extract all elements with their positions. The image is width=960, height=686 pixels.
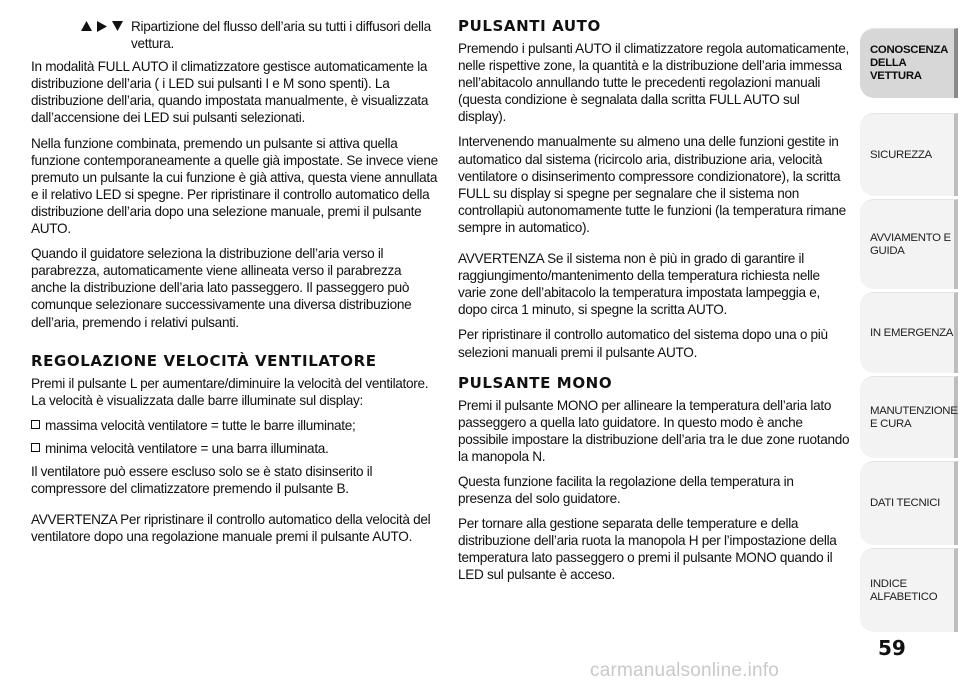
tab-avviamento-e-guida[interactable]: AVVIAMENTO E GUIDA — [860, 199, 958, 289]
arrow-right-icon — [97, 21, 107, 32]
paragraph: Per tornare alla gestione separata delle temperature e della distribuzione dell’aria ruota la manopola H per l’impostazione della temperatura lato passeggero o premi il pulsante MONO quando il LED sul pulsante è acceso. — [458, 516, 837, 583]
paragraph: Quando il guidatore seleziona la distribuzione dell’aria verso il parabrezza, automaticamente viene allineata verso il parabrezza anche la distribuzione dell’aria lato passeggero. Il passeggero può comunque selezionare successivamente una diversa distribuzione dell’aria, premendo i relativi pulsanti. — [31, 246, 412, 330]
list-item-text: massima velocità ventilatore = tutte le barre illuminate; — [45, 417, 356, 433]
checkbox-bullet-icon — [31, 420, 40, 429]
list-item — [31, 440, 439, 457]
checkbox-bullet-icon — [31, 443, 40, 452]
warning-paragraph: AVVERTENZA Se il sistema non è più in grado di garantire il raggiungimento/mantenimento della temperatura richiesta nelle varie zone dell’abitacolo la temperatura impostata lampeggia e, dopo circa 1 minuto, si spegne la scritta AUTO. — [458, 251, 820, 318]
paragraph: Il ventilatore può essere escluso solo se è stato disinserito il compressore del climatizzatore premendo il pulsante B. — [31, 463, 373, 497]
arrow-up-icon — [81, 21, 92, 31]
warning-paragraph: AVVERTENZA Per ripristinare il controllo automatico della velocità del ventilatore dopo una regolazione manuale premi il pulsante AUTO. — [31, 512, 431, 545]
paragraph: Premendo i pulsanti AUTO il climatizzatore regola automaticamente, nelle rispettive zone, la quantità e la distribuzione dell’aria immessa nell’abitacolo annullando tutte le precedenti regolazioni manuali (questa condizione è segnalata dalla scritta FULL AUTO sul display). — [458, 41, 849, 125]
paragraph: Questa funzione facilita la regolazione della temperatura in presenza del solo guidatore. — [458, 473, 794, 507]
tab-conoscenza-della-vettura[interactable]: CONOSCENZA DELLA VETTURA — [860, 28, 958, 98]
paragraph: Nella funzione combinata, premendo un pulsante si attiva quella funzione contemporaneamente a quelle già impostate. Se invece viene premuto un pulsante la cui funzione è già attiva, questa viene annullata e il relativo LED si spegne. Per ripristinare il controllo automatico della distribuzione dell’aria dopo una selezione manuale, premi il pulsante AUTO. — [31, 135, 438, 237]
section-heading-pulsante-mono: PULSANTE MONO — [458, 373, 613, 392]
list-item — [31, 417, 439, 434]
section-heading-pulsanti-auto: PULSANTI AUTO — [458, 17, 601, 35]
arrow-icons — [31, 18, 131, 32]
tab-in-emergenza[interactable]: IN EMERGENZA — [860, 292, 958, 373]
list-item-text: minima velocità ventilatore = una barra illuminata. — [45, 440, 329, 456]
watermark: carmanualsonline.info — [590, 660, 780, 681]
air-distribution-text: Ripartizione del flusso dell’aria su tutti i diffusori della vettura. — [131, 19, 431, 52]
tab-manutenzione-e-cura[interactable]: MANUTENZIONE E CURA — [860, 376, 958, 458]
left-column — [31, 18, 439, 553]
page-number: 59 — [878, 636, 906, 660]
arrow-down-icon — [112, 21, 123, 31]
tab-indice-alfabetico[interactable]: INDICE ALFABETICO — [860, 548, 958, 632]
chapter-tabs — [858, 0, 960, 686]
paragraph: In modalità FULL AUTO il climatizzatore gestisce automaticamente la distribuzione dell’aria ( i LED sui pulsanti I e M sono spenti). La distribuzione dell’aria, quando impostata manualmente, è visualizzata dall’accensione dei LED sui pulsanti selezionati. — [31, 59, 429, 126]
air-distribution-line — [31, 18, 439, 52]
paragraph: Per ripristinare il controllo automatico del sistema dopo una o più selezioni manuali premi il pulsante AUTO. — [458, 327, 828, 360]
tab-dati-tecnici[interactable]: DATI TECNICI — [860, 461, 958, 545]
paragraph: Intervenendo manualmente su almeno una delle funzioni gestite in automatico dal sistema (ricircolo aria, distribuzione aria, velocità ventilatore o disinserimento compressore condizionatore), la scritta FULL su display si spegne per segnalare che il sistema non controllapiù autonomamente tutte le funzioni (la temperatura rimane sempre in automatico). — [458, 134, 846, 235]
right-column — [458, 18, 850, 592]
paragraph: Premi il pulsante L per aumentare/diminuire la velocità del ventilatore. La velocità è visualizzata dalle barre illuminate sul display: — [31, 375, 429, 408]
paragraph: Premi il pulsante MONO per allineare la temperatura dell’aria lato passeggero a quella lato guidatore. In questo modo è anche possibile impostare la distribuzione dell’aria tra le due zone ruotando la manopola N. — [458, 397, 850, 464]
tab-sicurezza[interactable]: SICUREZZA — [860, 113, 958, 196]
section-heading-ventilatore: REGOLAZIONE VELOCITÀ VENTILATORE — [31, 351, 377, 370]
